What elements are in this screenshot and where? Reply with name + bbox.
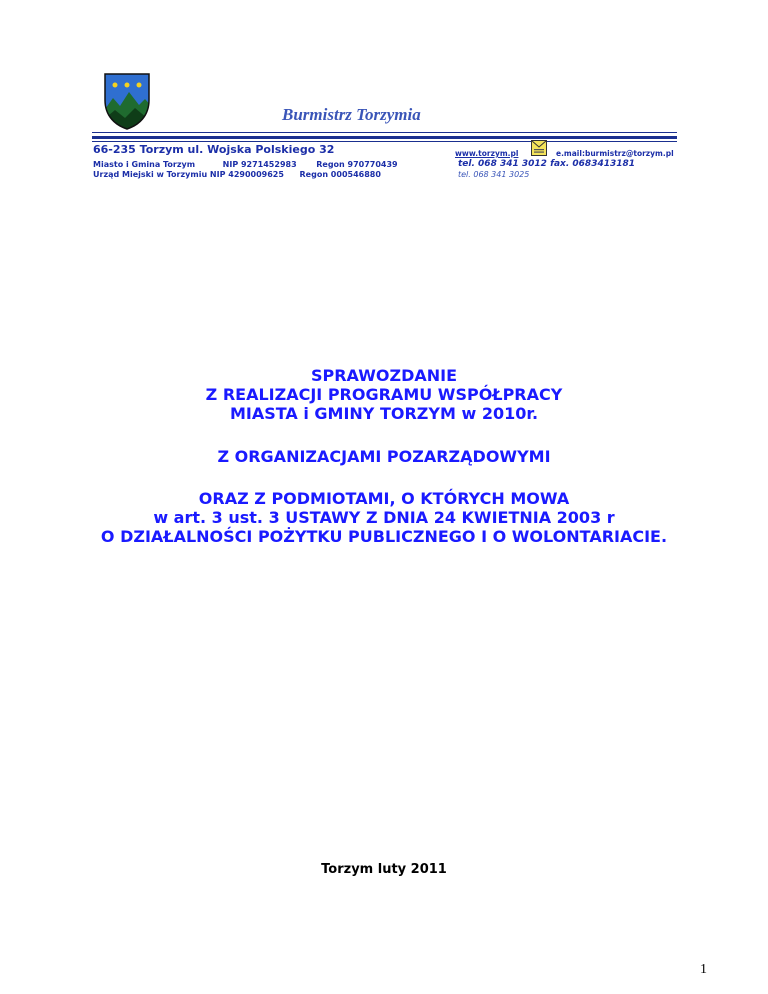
- office-regon: Regon 000546880: [299, 170, 381, 179]
- phone-fax: tel. 068 341 3012 fax. 0683413181: [458, 159, 636, 169]
- address-main: 66-235 Torzym ul. Wojska Polskiego 32: [93, 143, 335, 156]
- email-address: e.mail:burmistrz@torzym.pl: [556, 149, 674, 158]
- municipality-regon: Regon 970770439: [316, 160, 398, 169]
- municipality-name: Miasto i Gmina Torzym: [93, 160, 196, 169]
- title-line-3: MIASTA i GMINY TORZYM w 2010r.: [229, 404, 539, 423]
- coat-of-arms-icon: [103, 72, 151, 130]
- municipality-nip: NIP 9271452983: [222, 160, 297, 169]
- title-line-2: Z REALIZACJI PROGRAMU WSPÓŁPRACY: [205, 385, 563, 404]
- phone-secondary: tel. 068 341 3025: [458, 170, 530, 179]
- page-number: 1: [700, 962, 707, 977]
- place-date: Torzym luty 2011: [321, 862, 447, 877]
- website-link[interactable]: www.torzym.pl: [455, 149, 519, 158]
- title-line-1: SPRAWOZDANIE: [310, 366, 458, 385]
- header-rule-bottom: [92, 141, 677, 142]
- office-line: [93, 170, 381, 179]
- header-rule-thick: [92, 136, 677, 139]
- header-rule-top: [92, 132, 677, 133]
- title-line-5: ORAZ Z PODMIOTAMI, O KTÓRYCH MOWA: [198, 489, 570, 508]
- title-line-4: Z ORGANIZACJAMI POZARZĄDOWYMI: [217, 447, 551, 466]
- office-name-nip: Urząd Miejski w Torzymiu NIP 4290009625: [93, 170, 284, 179]
- office-title: Burmistrz Torzymia: [282, 105, 421, 124]
- municipality-line: [93, 160, 398, 169]
- envelope-icon: [531, 140, 547, 156]
- title-line-6: w art. 3 ust. 3 USTAWY Z DNIA 24 KWIETNIA 2003 r: [153, 508, 615, 527]
- title-line-7: O DZIAŁALNOŚCI POŻYTKU PUBLICZNEGO I O WOLONTARIACIE.: [100, 527, 668, 546]
